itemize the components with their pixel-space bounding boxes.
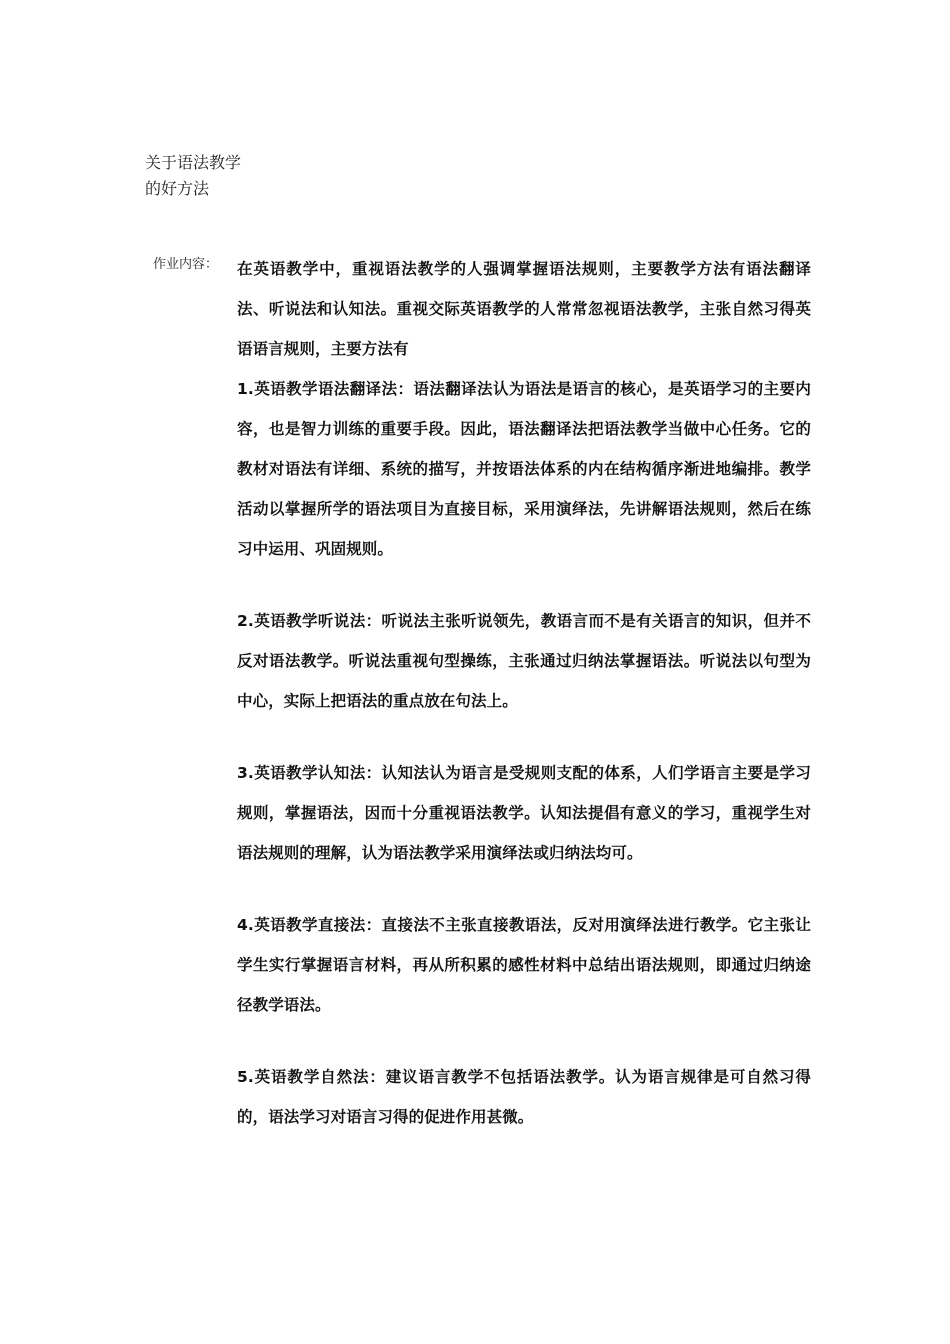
homework-content-body (237, 249, 811, 1137)
method-paragraph-audio-lingual: 2.英语教学听说法：听说法主张听说领先，教语言而不是有关语言的知识，但并不反对语法教学。听说法重视句型操练，主张通过归纳法掌握语法。听说法以句型为中心，实际上把语法的重点放在句法上。 (237, 612, 811, 710)
method-paragraph-grammar-translation: 1.英语教学语法翻译法：语法翻译法认为语法是语言的核心，是英语学习的主要内容，也是智力训练的重要手段。因此，语法翻译法把语法教学当做中心任务。它的教材对语法有详细、系统的描写，并按语法体系的内在结构循序渐进地编排。教学活动以掌握所学的语法项目为直接目标，采用演绎法，先讲解语法规则，然后在练习中运用、巩固规则。 (237, 380, 811, 558)
method-paragraph-natural: 5.英语教学自然法：建议语言教学不包括语法教学。认为语言规律是可自然习得的，语法学习对语言习得的促进作用甚微。 (237, 1068, 811, 1126)
intro-paragraph: 在英语教学中，重视语法教学的人强调掌握语法规则，主要教学方法有语法翻译法、听说法和认知法。重视交际英语教学的人常常忽视语法教学，主张自然习得英语语言规则，主要方法有 (237, 260, 811, 358)
document-title: 关于语法教学的好方法 (145, 153, 242, 198)
homework-content-label: 作业内容： (153, 257, 219, 272)
method-paragraph-cognitive: 3.英语教学认知法：认知法认为语言是受规则支配的体系，人们学语言主要是学习规则，掌握语法，因而十分重视语法教学。认知法提倡有意义的学习，重视学生对语法规则的理解，认为语法教学采用演绎法或归纳法均可。 (237, 764, 811, 862)
method-paragraph-direct: 4.英语教学直接法：直接法不主张直接教语法，反对用演绎法进行教学。它主张让学生实行掌握语言材料，再从所积累的感性材料中总结出语法规则，即通过归纳途径教学语法。 (237, 916, 811, 1014)
